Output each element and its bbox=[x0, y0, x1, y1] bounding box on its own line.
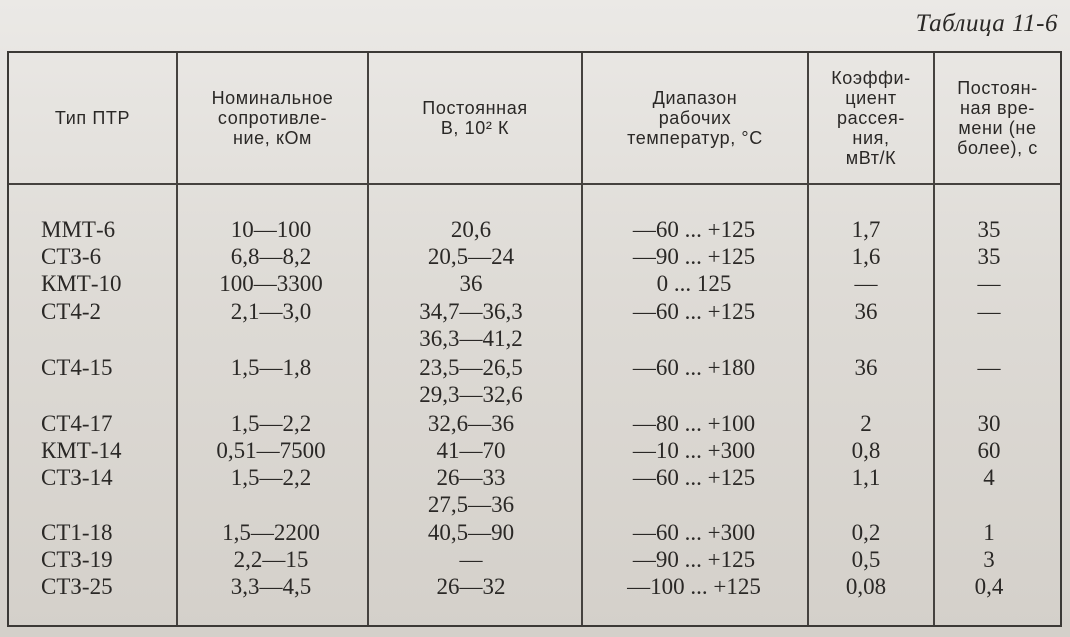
cell-resistance: 0,51—7500 bbox=[216, 438, 326, 463]
cell-temp-range: —90 ... +125 bbox=[632, 547, 756, 572]
cell-b-constant: 20,6 bbox=[450, 217, 492, 242]
cell-type: СТЗ-19 bbox=[41, 547, 113, 572]
header-divider bbox=[9, 183, 1060, 185]
data-table bbox=[7, 51, 1062, 627]
cell-dissipation: 0,2 bbox=[851, 520, 881, 545]
header-resistance: Номинальное сопротивле- ние, кОм bbox=[211, 88, 334, 148]
cell-dissipation: 1,6 bbox=[851, 244, 881, 269]
cell-time-constant: — bbox=[977, 355, 1001, 380]
cell-dissipation: 0,8 bbox=[851, 438, 881, 463]
cell-temp-range: —60 ... +300 bbox=[632, 520, 756, 545]
cell-dissipation: 1,7 bbox=[851, 217, 881, 242]
header-time-constant: Постоян- ная вре- мени (не более), с bbox=[957, 78, 1038, 158]
cell-temp-range: —60 ... +125 bbox=[632, 299, 756, 324]
cell-type: ММТ-6 bbox=[41, 217, 116, 242]
cell-dissipation: 1,1 bbox=[851, 465, 881, 490]
cell-b-constant: 29,3—32,6 bbox=[419, 382, 523, 407]
cell-resistance: 1,5—2,2 bbox=[230, 465, 312, 490]
cell-type: СТ4-2 bbox=[41, 299, 102, 324]
cell-dissipation: 36 bbox=[854, 299, 878, 324]
cell-type: КМТ-14 bbox=[41, 438, 122, 463]
cell-time-constant: 30 bbox=[977, 411, 1001, 436]
cell-time-constant: — bbox=[977, 299, 1001, 324]
cell-resistance: 1,5—2200 bbox=[222, 520, 320, 545]
cell-time-constant: 35 bbox=[977, 217, 1001, 242]
cell-resistance: 2,1—3,0 bbox=[230, 299, 312, 324]
cell-dissipation: 0,5 bbox=[851, 547, 881, 572]
cell-resistance: 3,3—4,5 bbox=[230, 574, 312, 599]
cell-temp-range: —60 ... +180 bbox=[632, 355, 756, 380]
cell-b-constant: 32,6—36 bbox=[427, 411, 515, 436]
cell-type: СТ4-17 bbox=[41, 411, 113, 436]
cell-time-constant: 60 bbox=[977, 438, 1001, 463]
cell-type: КМТ-10 bbox=[41, 271, 122, 296]
cell-resistance: 2,2—15 bbox=[233, 547, 309, 572]
cell-temp-range: —60 ... +125 bbox=[632, 217, 756, 242]
cell-b-constant: 40,5—90 bbox=[427, 520, 515, 545]
cell-resistance: 6,8—8,2 bbox=[230, 244, 312, 269]
cell-temp-range: 0 ... 125 bbox=[656, 271, 732, 296]
cell-dissipation: 36 bbox=[854, 355, 878, 380]
cell-b-constant: 26—32 bbox=[436, 574, 506, 599]
cell-temp-range: —100 ... +125 bbox=[627, 574, 761, 599]
cell-b-constant: 34,7—36,3 bbox=[419, 299, 523, 324]
cell-time-constant: 0,4 bbox=[974, 574, 1004, 599]
cell-temp-range: —80 ... +100 bbox=[632, 411, 756, 436]
cell-temp-range: —90 ... +125 bbox=[632, 244, 756, 269]
cell-b-constant: 41—70 bbox=[436, 438, 506, 463]
cell-resistance: 100—3300 bbox=[219, 271, 323, 296]
cell-dissipation: 0,08 bbox=[845, 574, 887, 599]
cell-type: СТЗ-6 bbox=[41, 244, 102, 269]
cell-time-constant: 3 bbox=[983, 547, 995, 572]
cell-time-constant: 35 bbox=[977, 244, 1001, 269]
cell-time-constant: 1 bbox=[983, 520, 995, 545]
cell-temp-range: —10 ... +300 bbox=[632, 438, 756, 463]
cell-resistance: 1,5—2,2 bbox=[230, 411, 312, 436]
cell-dissipation: 2 bbox=[860, 411, 872, 436]
cell-time-constant: — bbox=[977, 271, 1001, 296]
header-b-constant: Постоянная B, 10² К bbox=[422, 98, 528, 138]
cell-b-constant: 20,5—24 bbox=[427, 244, 515, 269]
header-temp-range: Диапазон рабочих температур, °С bbox=[627, 88, 763, 148]
cell-resistance: 1,5—1,8 bbox=[230, 355, 312, 380]
cell-temp-range: —60 ... +125 bbox=[632, 465, 756, 490]
cell-b-constant: 26—33 bbox=[436, 465, 506, 490]
cell-b-constant: 23,5—26,5 bbox=[419, 355, 523, 380]
table-caption: Таблица 11-6 bbox=[915, 10, 1058, 37]
header-dissipation: Коэффи- циент рассея- ния, мВт/К bbox=[831, 68, 911, 168]
cell-b-constant: 27,5—36 bbox=[427, 492, 515, 517]
cell-b-constant: 36,3—41,2 bbox=[419, 326, 523, 351]
cell-b-constant: 36 bbox=[459, 271, 483, 296]
cell-resistance: 10—100 bbox=[230, 217, 312, 242]
cell-dissipation: — bbox=[854, 271, 878, 296]
cell-time-constant: 4 bbox=[983, 465, 995, 490]
cell-type: СТЗ-14 bbox=[41, 465, 113, 490]
cell-b-constant: — bbox=[459, 547, 483, 572]
cell-type: СТ4-15 bbox=[41, 355, 113, 380]
cell-type: СТЗ-25 bbox=[41, 574, 113, 599]
header-type: Тип ПТР bbox=[54, 108, 131, 128]
cell-type: СТ1-18 bbox=[41, 520, 113, 545]
